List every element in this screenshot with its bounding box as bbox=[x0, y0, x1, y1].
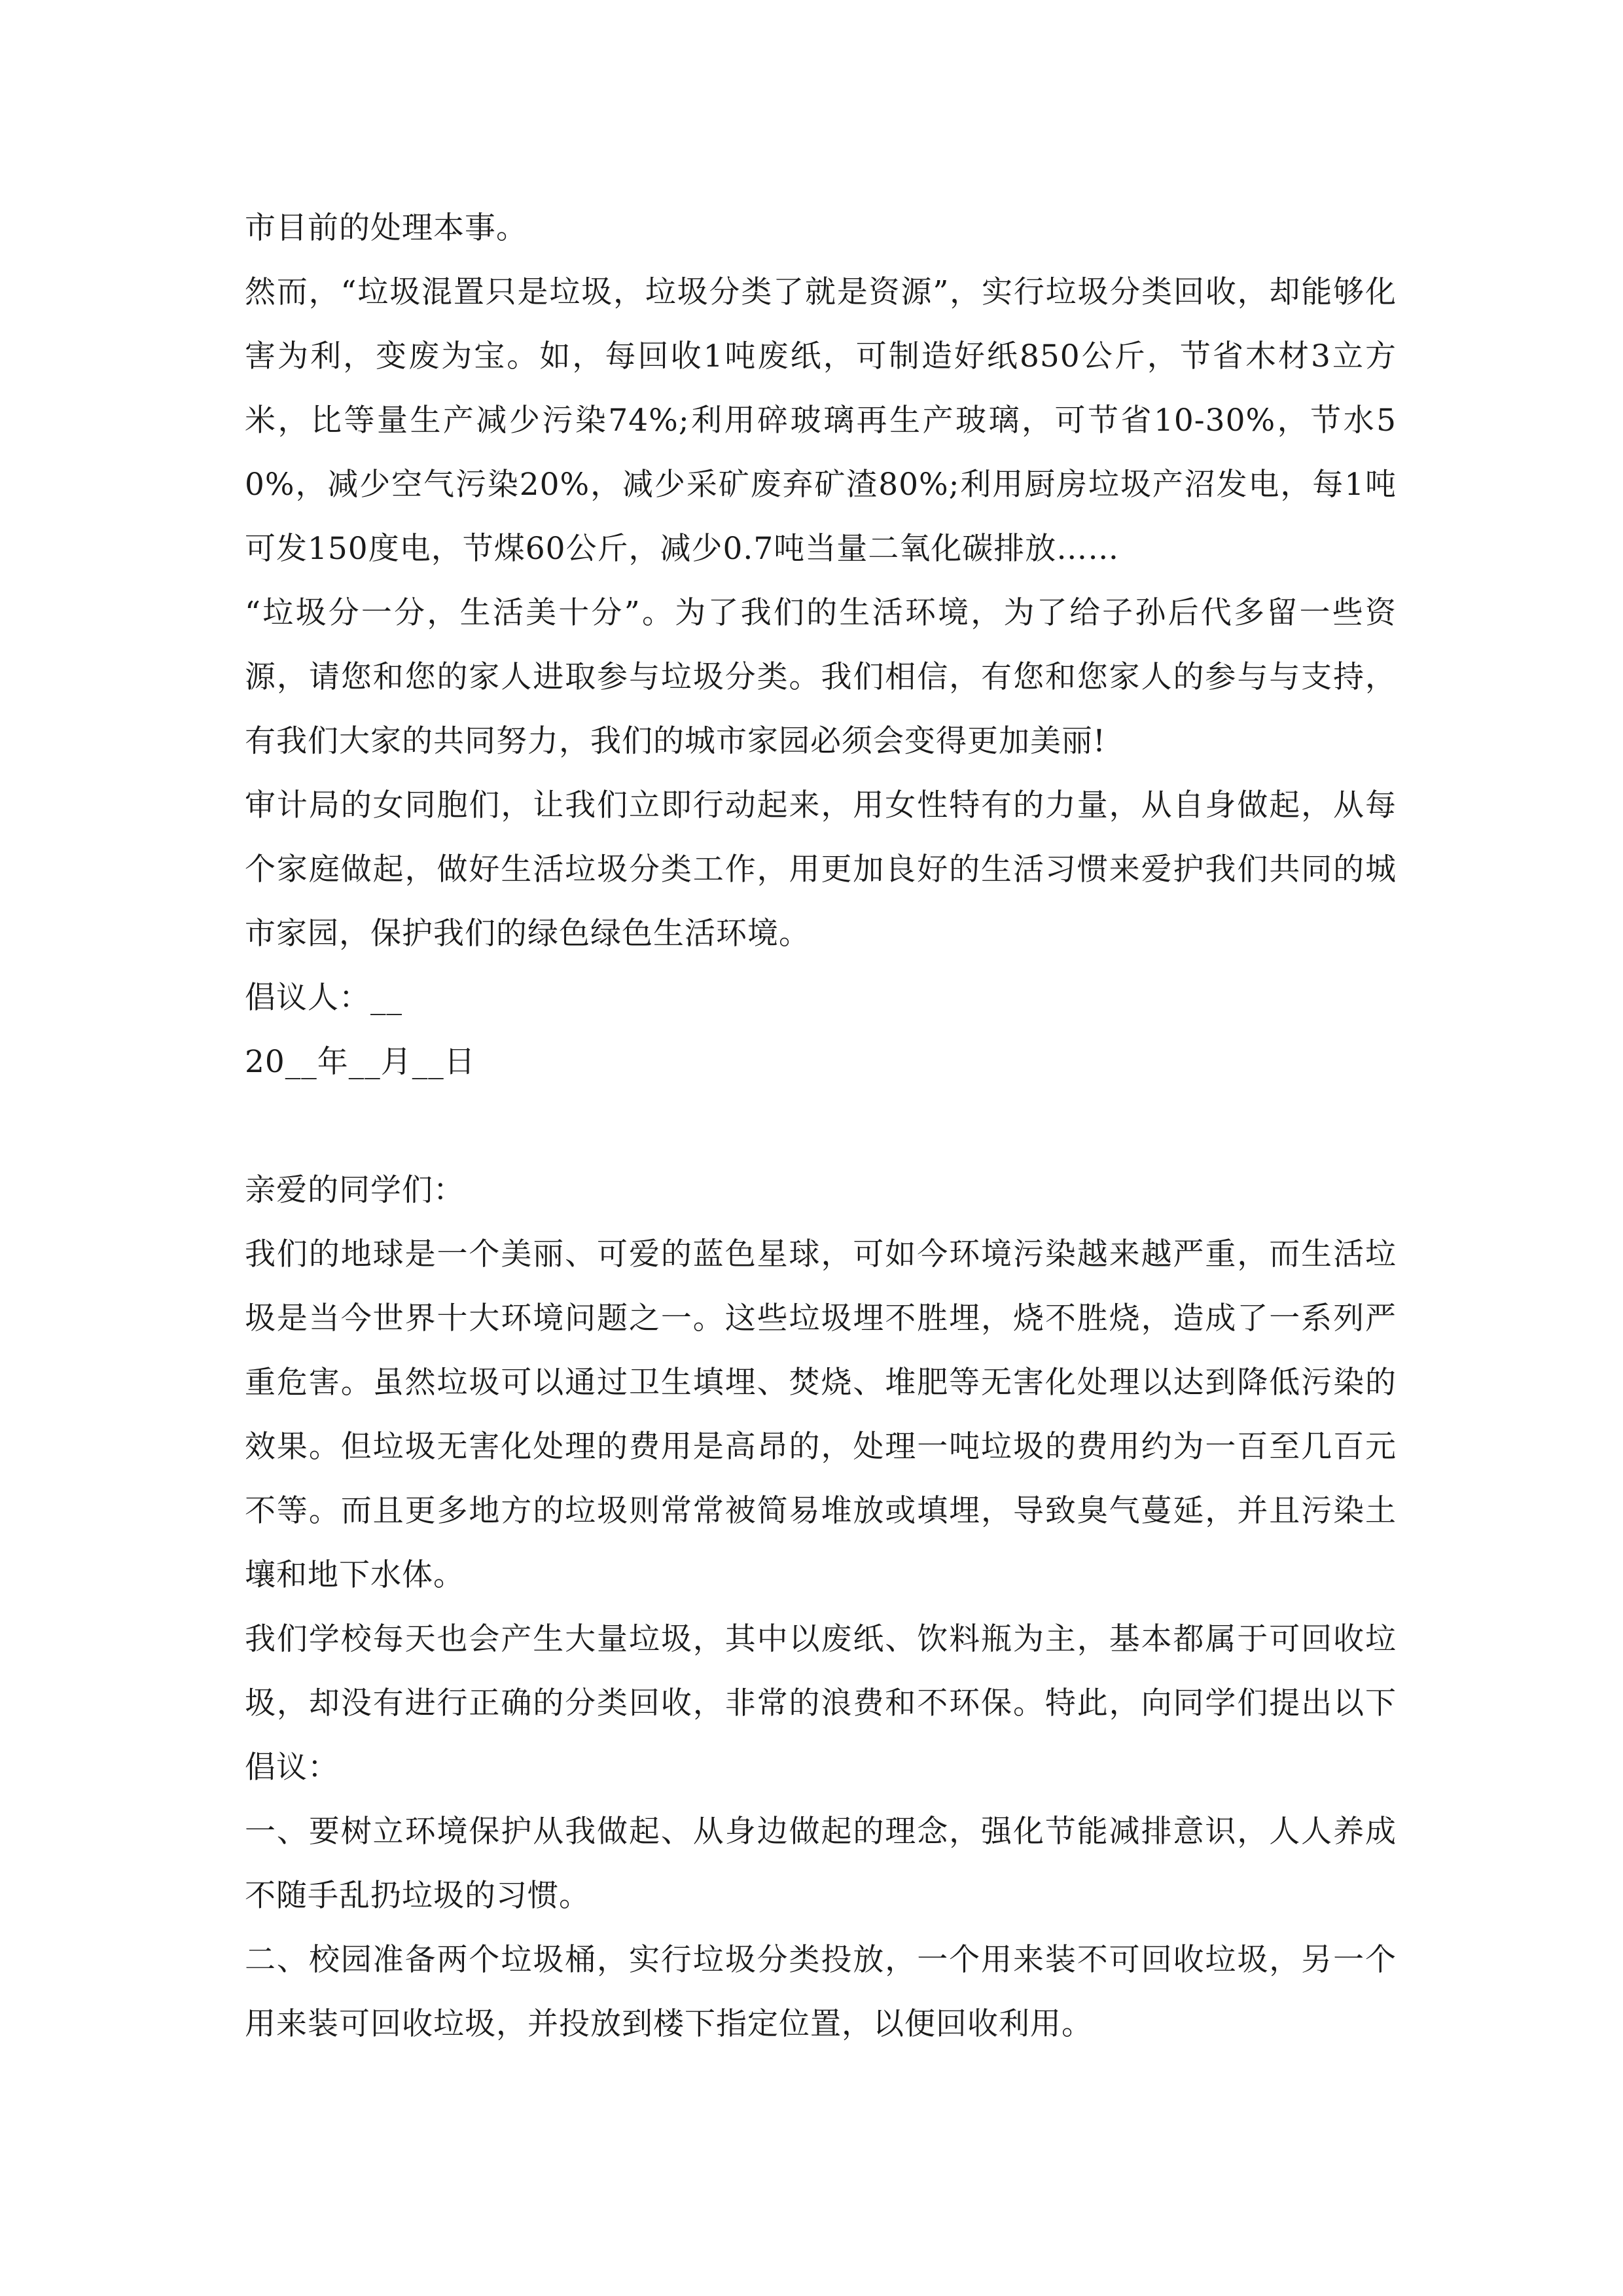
paragraph-call-to-participate: “垃圾分一分，生活美十分”。为了我们的生活环境，为了给子孙后代多留一些资源，请您和您的家人进取参与垃圾分类。我们相信，有您和您家人的参与与支持，有我们大家的共同努力，我们的城市家园必须会变得更加美丽! bbox=[245, 595, 1397, 759]
paragraph-school-waste: 我们学校每天也会产生大量垃圾，其中以废纸、饮料瓶为主，基本都属于可回收垃圾，却没有进行正确的分类回收，非常的浪费和不环保。特此，向同学们提出以下倡议： bbox=[245, 1621, 1397, 1785]
proposal-item-1: 一、要树立环境保护从我做起、从身边做起的理念，强化节能减排意识，人人养成不随手乱扔垃圾的习惯。 bbox=[245, 1814, 1397, 1914]
paragraph-earth-pollution: 我们的地球是一个美丽、可爱的蓝色星球，可如今环境污染越来越严重，而生活垃圾是当今世界十大环境问题之一。这些垃圾埋不胜埋，烧不胜烧，造成了一系列严重危害。虽然垃圾可以通过卫生填埋、焚烧、堆肥等无害化处理以达到降低污染的效果。但垃圾无害化处理的费用是高昂的，处理一吨垃圾的费用约为一百至几百元不等。而且更多地方的垃圾则常常被简易堆放或填埋，导致臭气蔓延，并且污染土壤和地下水体。 bbox=[245, 1236, 1397, 1593]
paragraph-audit-bureau-appeal: 审计局的女同胞们，让我们立即行动起来，用女性特有的力量，从自身做起，从每个家庭做起，做好生活垃圾分类工作，用更加良好的生活习惯来爱护我们共同的城市家园，保护我们的绿色绿色生活环境。 bbox=[245, 787, 1397, 952]
date-line: 20__年__月__日 bbox=[245, 1044, 476, 1080]
proposal-item-2: 二、校园准备两个垃圾桶，实行垃圾分类投放，一个用来装不可回收垃圾，另一个用来装可回收垃圾，并投放到楼下指定位置，以便回收利用。 bbox=[245, 1942, 1397, 2042]
section-divider bbox=[245, 1094, 1397, 1158]
initiator-line: 倡议人：__ bbox=[245, 980, 402, 1016]
paragraph-processing-capacity: 市目前的处理本事。 bbox=[245, 210, 527, 246]
salutation: 亲爱的同学们： bbox=[245, 1172, 465, 1208]
document-body bbox=[245, 196, 1397, 2056]
paragraph-recycling-benefits: 然而，“垃圾混置只是垃圾，垃圾分类了就是资源”，实行垃圾分类回收，却能够化害为利，变废为宝。如，每回收1吨废纸，可制造好纸850公斤，节省木材3立方米，比等量生产减少污染74%;利用碎玻璃再生产玻璃，可节省10-30%，节水50%，减少空气污染20%，减少采矿废弃矿渣80%;利用厨房垃圾产沼发电，每1吨可发150度电，节煤60公斤，减少0.7吨当量二氧化碳排放…… bbox=[245, 274, 1397, 567]
